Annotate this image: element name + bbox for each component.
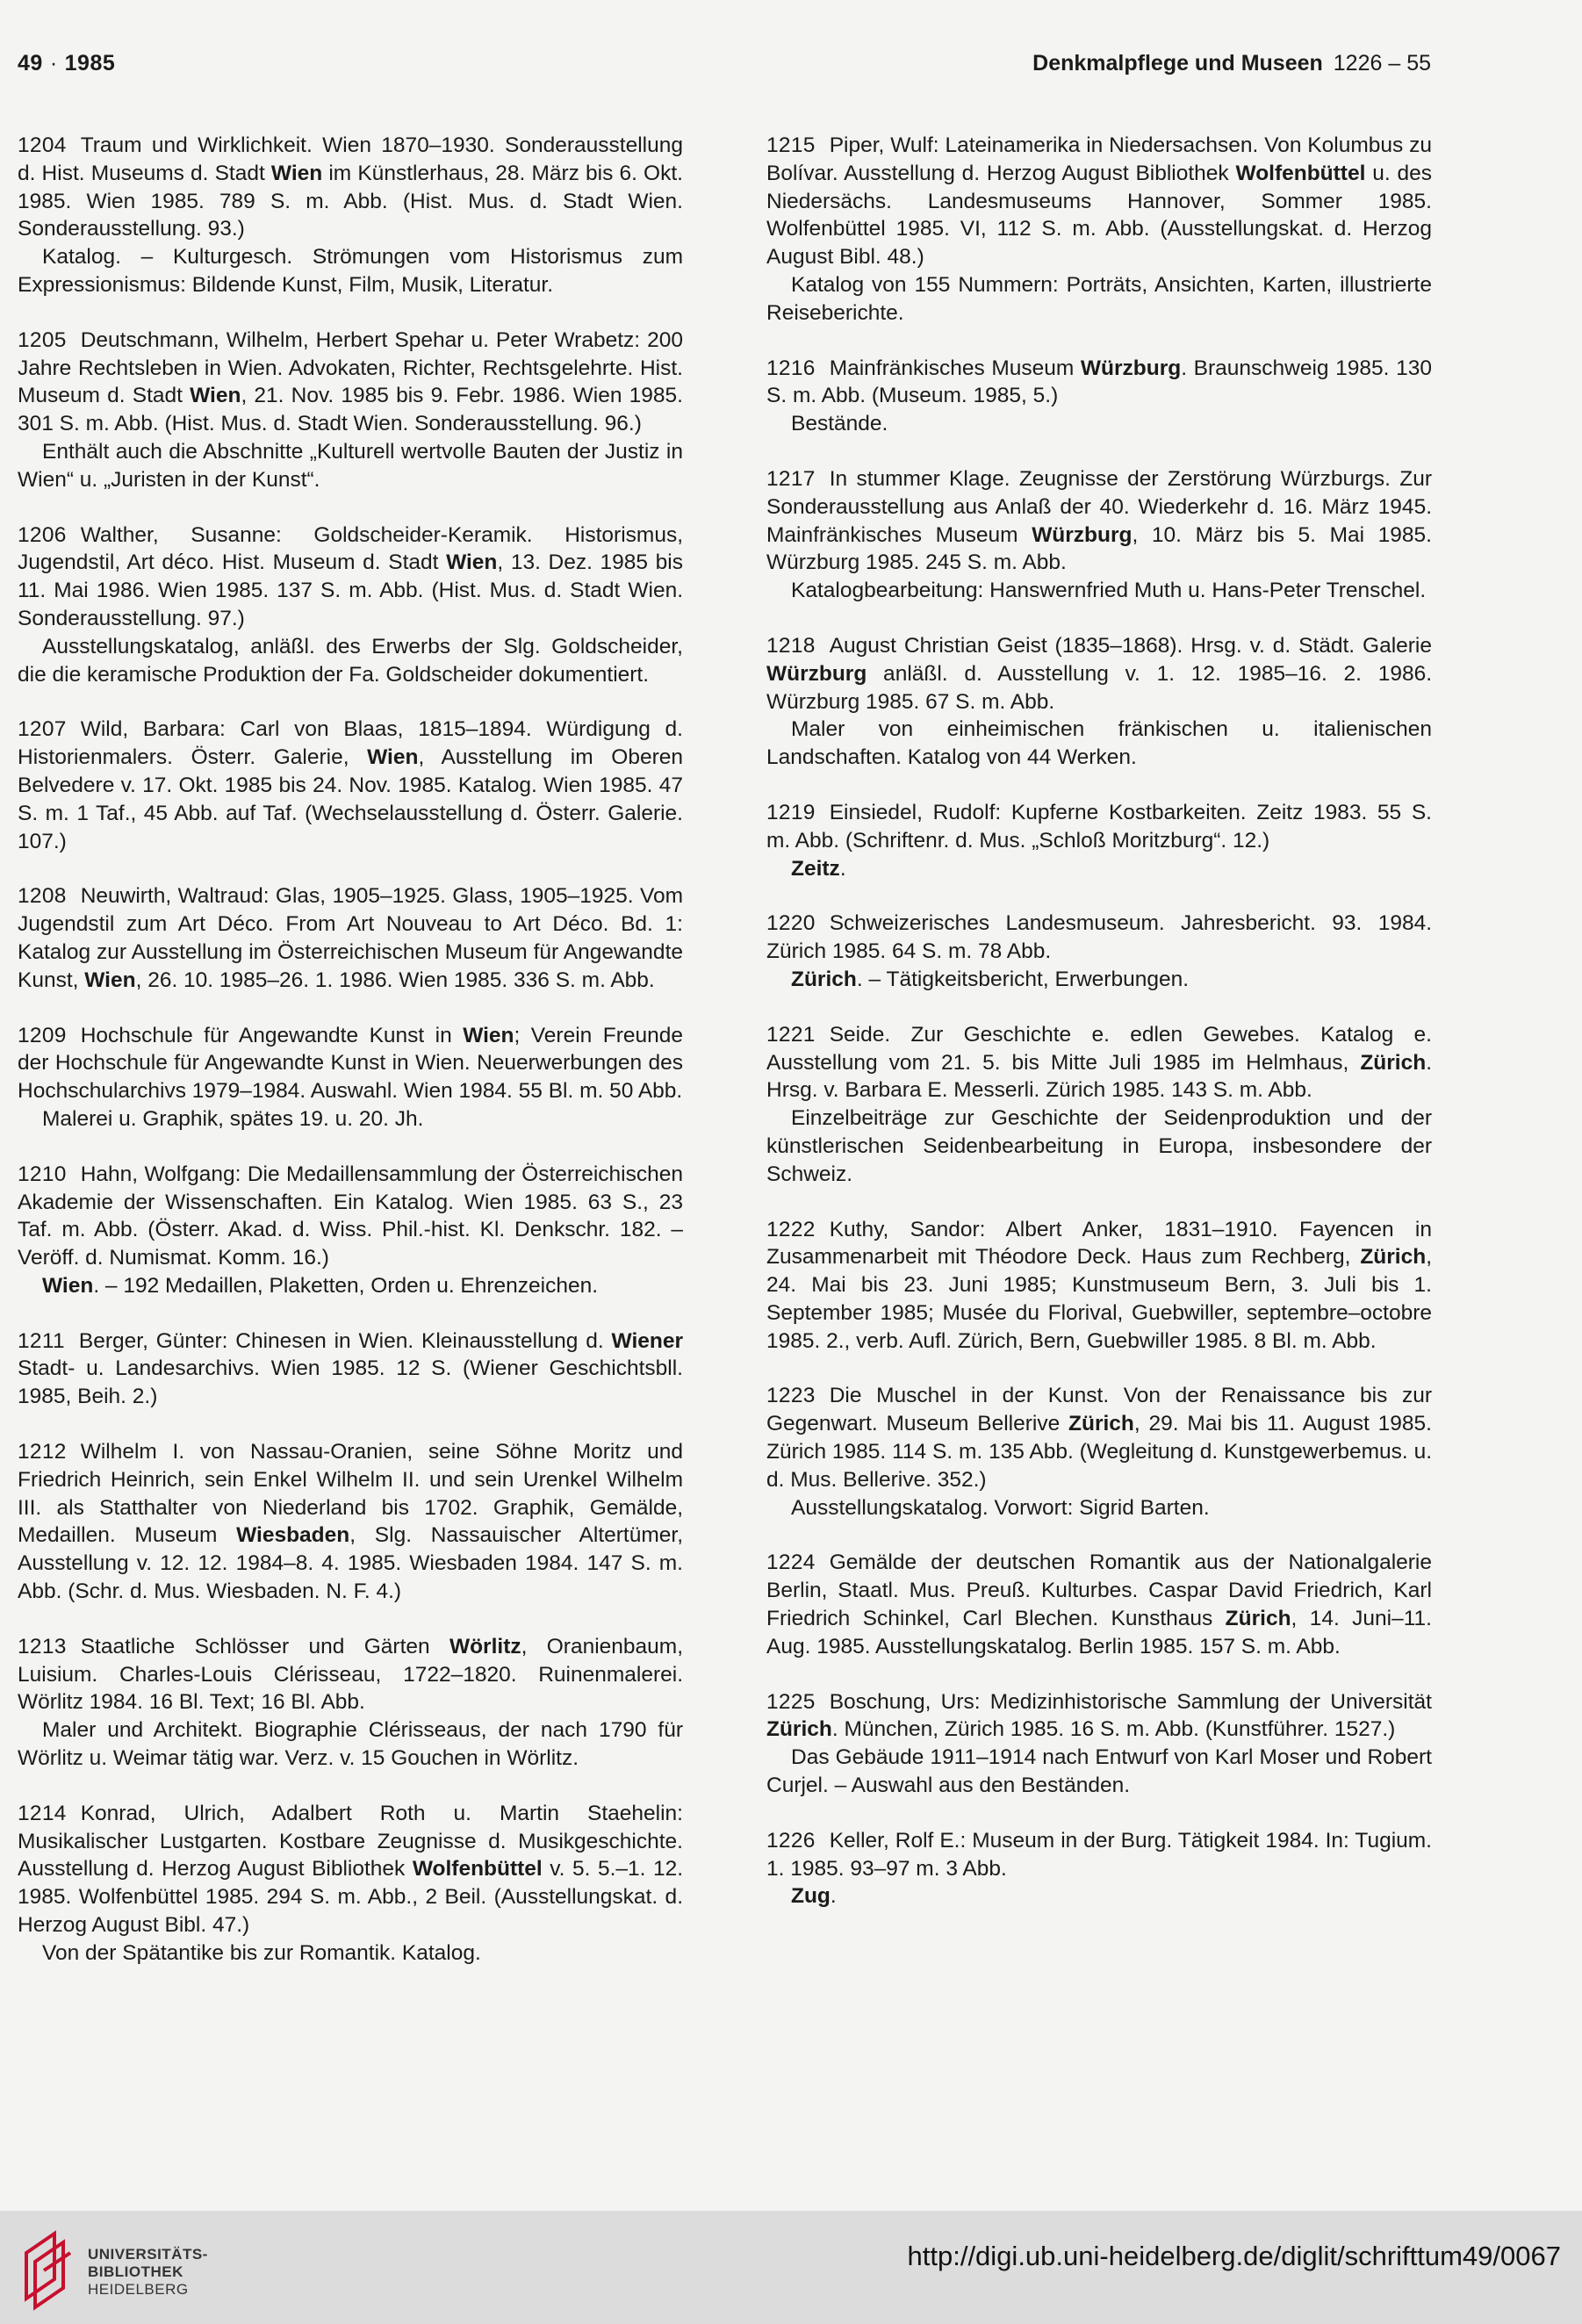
entry-number: 1209 — [18, 1023, 67, 1047]
place-keyword: Wiener — [611, 1328, 683, 1353]
header-right — [1032, 51, 1431, 76]
entry-citation: 1226 Keller, Rolf E.: Museum in der Burg. Tätigkeit 1984. In: Tugium. 1. 1985. 93–97 m. 3 Abb. — [766, 1828, 1432, 1881]
place-keyword: Wien — [270, 161, 323, 185]
entry-number: 1211 — [18, 1328, 65, 1353]
right-column — [766, 132, 1432, 1938]
entry-citation: 1213 Staatliche Schlösser und Gärten Wörlitz, Oranienbaum, Luisium. Charles-Louis Clérisseau, 1722–1820. Ruinenmalerei. Wörlitz 1984. 16 Bl. Text; 16 Bl. Abb. — [18, 1634, 683, 1715]
entry-number: 1204 — [18, 133, 67, 157]
entry-number: 1207 — [18, 717, 67, 742]
entry-citation: 1212 Wilhelm I. von Nassau-Oranien, seine Söhne Moritz und Friedrich Heinrich, sein Enkel Wilhelm II. und sein Urenkel Wilhelm III. als Statthalter von Niederland bis 1702. Graphik, Gemälde, Medaillen. Museum Wiesbaden, Slg. Nassauischer Altertümer, Ausstellung v. 12. 12. 1984–8. 4. 1985. Wiesbaden 1984. 147 S. m. Abb. (Schr. d. Mus. Wiesbaden. N. F. 4.) — [18, 1440, 684, 1604]
place-keyword: Wien — [42, 1273, 94, 1298]
bibliography-entry — [18, 716, 683, 855]
place-keyword: Zürich — [791, 967, 857, 991]
entry-citation: 1208 Neuwirth, Waltraud: Glas, 1905–1925. Glass, 1905–1925. Vom Jugendstil zum Art Déco. From Art Nouveau to Art Déco. Bd. 1: Katalog zur Ausstellung im Österreichischen Museum für Angewandte Kunst, Wien, 26. 10. 1985–26. 1. 1986. Wien 1985. 336 S. m. Abb. — [18, 884, 683, 992]
entry-citation: 1215 Piper, Wulf: Lateinamerika in Niedersachsen. Von Kolumbus zu Bolívar. Ausstellung d. Herzog August Bibliothek Wolfenbüttel u. des Niedersächs. Landesmuseums Hannover, Sommer 1985. Wolfenbüttel 1985. VI, 112 S. m. Abb. (Ausstellungskat. d. Herzog August Bibl. 48.) — [766, 133, 1432, 270]
place-keyword: Zürich — [1360, 1050, 1427, 1075]
entry-citation: 1218 August Christian Geist (1835–1868). Hrsg. v. d. Städt. Galerie Würzburg anläßl. d. Ausstellung v. 1. 12. 1985–16. 2. 1986. Würzburg 1985. 67 S. m. Abb. — [766, 633, 1432, 714]
year: 1985 — [64, 51, 116, 76]
place-keyword: Würzburg — [1032, 522, 1133, 547]
entry-citation: 1223 Die Muschel in der Kunst. Von der Renaissance bis zur Gegenwart. Museum Bellerive Zürich, 29. Mai bis 11. August 1985. Zürich 1985. 114 S. m. 135 Abb. (Wegleitung d. Kunstgewerbemus. u. d. Mus. Bellerive. 352.) — [766, 1384, 1432, 1492]
entry-annotation: Maler von einheimischen fränkischen u. italienischen Landschaften. Katalog von 44 Werken. — [766, 717, 1432, 770]
entry-citation: 1204 Traum und Wirklichkeit. Wien 1870–1930. Sonderausstellung d. Hist. Museums d. Stadt Wien im Künstlerhaus, 28. März bis 6. Okt. 1985. Wien 1985. 789 S. m. Abb. (Hist. Mus. d. Stadt Wien. Sonderausstellung. 93.) — [18, 133, 683, 241]
entry-annotation: Katalog. – Kulturgesch. Strömungen vom Historismus zum Expressionismus: Bildende Kunst, Film, Musik, Literatur. — [18, 245, 683, 297]
library-name-line3: HEIDELBERG — [88, 2281, 189, 2298]
entry-citation: 1224 Gemälde der deutschen Romantik aus der Nationalgalerie Berlin, Staatl. Mus. Preuß. Kulturbes. Caspar David Friedrich, Karl Friedrich Schinkel, Carl Blechen. Kunsthaus Zürich, 14. Juni–11. Aug. 1985. Ausstellungskatalog. Berlin 1985. 157 S. m. Abb. — [766, 1551, 1432, 1658]
entry-number: 1217 — [766, 466, 816, 491]
entry-citation: 1210 Hahn, Wolfgang: Die Medaillensammlung der Österreichischen Akademie der Wissenschaften. Ein Katalog. Wien 1985. 63 S., 23 Taf. m. Abb. (Österr. Akad. d. Wiss. Phil.-hist. Kl. Denkschr. 182. – Veröff. d. Numismat. Komm. 16.) — [18, 1162, 683, 1270]
place-keyword: Zürich — [1360, 1245, 1427, 1270]
entry-citation: 1216 Mainfränkisches Museum Würzburg. Braunschweig 1985. 130 S. m. Abb. (Museum. 1985, 5.) — [766, 356, 1432, 408]
entry-number: 1210 — [18, 1162, 67, 1186]
entry-number: 1214 — [18, 1801, 67, 1825]
entry-number: 1224 — [766, 1551, 816, 1575]
bibliography-entry — [766, 1688, 1432, 1800]
entry-annotation: Katalogbearbeitung: Hanswernfried Muth u. Hans-Peter Trenschel. — [791, 579, 1427, 603]
entry-annotation: Katalog von 155 Nummern: Porträts, Ansichten, Karten, illustrierte Reiseberichte. — [766, 272, 1432, 325]
entry-number: 1219 — [766, 800, 816, 824]
entry-citation: 1222 Kuthy, Sandor: Albert Anker, 1831–1910. Fayencen in Zusammenarbeit mit Théodore Deck. Haus zum Rechberg, Zürich, 24. Mai bis 23. Juni 1985; Kunstmuseum Bern, 3. Juli bis 1. September 1985; Musée du Florival, Guebwiller, septembre–octobre 1985. 2., verb. Aufl. Zürich, Bern, Guebwiller 1985. 8 Bl. m. Abb. — [766, 1217, 1432, 1353]
bibliography-entry — [766, 632, 1432, 772]
bibliography-entry — [18, 1633, 683, 1773]
entry-number: 1225 — [766, 1689, 816, 1714]
place-keyword: Wörlitz — [449, 1634, 521, 1658]
entry-citation: 1217 In stummer Klage. Zeugnisse der Zerstörung Würzburgs. Zur Sonderausstellung aus Anlaß der 40. Wiederkehr d. 16. März 1945. Mainfränkisches Museum Würzburg, 10. März bis 5. Mai 1985. Würzburg 1985. 245 S. m. Abb. — [766, 466, 1432, 575]
entry-citation: 1209 Hochschule für Angewandte Kunst in Wien; Verein Freunde der Hochschule für Angewandte Kunst in Wien. Neuerwerbungen des Hochschularchivs 1979–1984. Auswahl. Wien 1984. 55 Bl. m. 50 Abb. — [18, 1023, 683, 1104]
place-keyword: Wiesbaden — [236, 1523, 350, 1548]
entry-citation: 1220 Schweizerisches Landesmuseum. Jahresbericht. 93. 1984. Zürich 1985. 64 S. m. 78 Abb. — [766, 911, 1432, 964]
entry-number: 1222 — [766, 1217, 816, 1241]
place-keyword: Wolfenbüttel — [1235, 161, 1366, 185]
entry-number: 1223 — [766, 1384, 816, 1408]
place-keyword: Zug — [791, 1884, 831, 1909]
entry-annotation: Maler und Architekt. Biographie Clérisseaus, der nach 1790 für Wörlitz u. Weimar tätig war. Verz. v. 15 Gouchen in Wörlitz. — [18, 1718, 683, 1771]
section-title: Denkmalpflege und Museen — [1032, 51, 1323, 76]
entry-range: 1226 – 55 — [1333, 51, 1431, 76]
place-keyword: Zürich — [1225, 1607, 1291, 1631]
entry-annotation: Wien. – 192 Medaillen, Plaketten, Orden u. Ehrenzeichen. — [42, 1273, 599, 1298]
place-keyword: Würzburg — [1080, 356, 1182, 380]
entry-annotation: Zeitz. — [791, 856, 846, 881]
bibliography-entry — [766, 1021, 1432, 1189]
entry-citation: 1225 Boschung, Urs: Medizinhistorische Sammlung der Universität Zürich. München, Zürich 1985. 16 S. m. Abb. (Kunstführer. 1527.) — [766, 1689, 1432, 1742]
entry-number: 1206 — [18, 522, 67, 547]
entry-citation: 1206 Walther, Susanne: Goldscheider-Keramik. Historismus, Jugendstil, Art déco. Hist. Museum d. Stadt Wien, 13. Dez. 1985 bis 11. Mai 1986. Wien 1985. 137 S. m. Abb. (Hist. Mus. d. Stadt Wien. Sonderausstellung. 97.) — [18, 522, 684, 630]
entry-annotation: Bestände. — [791, 412, 888, 436]
entry-citation: 1211 Berger, Günter: Chinesen in Wien. Kleinausstellung d. Wiener Stadt- u. Landesarchivs. Wien 1985. 12 S. (Wiener Geschichtsbll. 1985, Beih. 2.) — [18, 1328, 683, 1409]
entry-number: 1221 — [766, 1022, 816, 1047]
bibliography-entry — [18, 327, 683, 494]
entry-annotation: Zürich. – Tätigkeitsbericht, Erwerbungen. — [791, 967, 1190, 991]
entry-citation: 1219 Einsiedel, Rudolf: Kupferne Kostbarkeiten. Zeitz 1983. 55 S. m. Abb. (Schriftenr. d. Mus. „Schloß Moritzburg“. 12.) — [766, 800, 1432, 853]
bibliography-entry — [766, 1382, 1432, 1522]
entry-number: 1205 — [18, 327, 67, 352]
entry-number: 1220 — [766, 911, 816, 936]
bibliography-entry — [18, 1438, 683, 1606]
source-url-link[interactable]: http://digi.ub.uni-heidelberg.de/diglit/schrifttum49/0067 — [907, 2241, 1561, 2271]
library-name — [88, 2246, 208, 2299]
volume-number: 49 — [18, 51, 43, 76]
place-keyword: Wien — [463, 1023, 514, 1047]
bibliography-entry — [766, 799, 1432, 882]
library-logo-icon[interactable] — [19, 2227, 76, 2314]
entry-number: 1213 — [18, 1634, 67, 1658]
entry-number: 1216 — [766, 356, 816, 380]
bibliography-entry — [766, 1549, 1432, 1660]
entry-annotation: Das Gebäude 1911–1914 nach Entwurf von Karl Moser und Robert Curjel. – Auswahl aus den Beständen. — [766, 1745, 1432, 1798]
entry-citation: 1207 Wild, Barbara: Carl von Blaas, 1815–1894. Würdigung d. Historienmalers. Österr. Galerie, Wien, Ausstellung im Oberen Belvedere v. 17. Okt. 1985 bis 24. Nov. 1985. Katalog. Wien 1985. 47 S. m. 1 Taf., 45 Abb. auf Taf. (Wechselausstellung d. Österr. Galerie. 107.) — [18, 717, 683, 853]
place-keyword: Wien — [84, 968, 136, 992]
bibliography-entry — [18, 1022, 683, 1133]
bibliography-entry — [18, 522, 683, 689]
place-keyword: Wien — [367, 745, 419, 770]
entry-number: 1215 — [766, 133, 816, 157]
bibliography-entry — [766, 1827, 1432, 1910]
bibliography-entry — [766, 132, 1432, 327]
place-keyword: Wien — [446, 550, 498, 575]
entry-citation: 1214 Konrad, Ulrich, Adalbert Roth u. Martin Staehelin: Musikalischer Lustgarten. Kostbare Zeugnisse d. Musikgeschichte. Ausstellung d. Herzog August Bibliothek Wolfenbüttel v. 5. 5.–1. 12. 1985. Wolfenbüttel 1985. 294 S. m. Abb., 2 Beil. (Ausstellungskat. d. Herzog August Bibl. 47.) — [18, 1801, 684, 1938]
place-keyword: Zeitz — [791, 856, 840, 881]
bibliography-entry — [766, 465, 1432, 605]
place-keyword: Wien — [190, 384, 241, 408]
entry-annotation: Ausstellungskatalog, anläßl. des Erwerbs der Slg. Goldscheider, die die keramische Produktion der Fa. Goldscheider dokumentiert. — [18, 634, 683, 687]
bibliography-entry — [766, 910, 1432, 993]
entry-annotation: Malerei u. Graphik, spätes 19. u. 20. Jh. — [42, 1106, 424, 1131]
entry-number: 1208 — [18, 884, 67, 909]
footer-bar — [0, 2211, 1582, 2324]
entry-citation: 1221 Seide. Zur Geschichte e. edlen Gewebes. Katalog e. Ausstellung vom 21. 5. bis Mitte Juli 1985 im Helmhaus, Zürich. Hrsg. v. Barbara E. Messerli. Zürich 1985. 143 S. m. Abb. — [766, 1022, 1432, 1103]
bibliography-entry — [18, 1327, 683, 1411]
bibliography-entry — [18, 132, 683, 299]
place-keyword: Zürich — [1068, 1412, 1134, 1436]
place-keyword: Würzburg — [766, 661, 867, 686]
entry-number: 1212 — [18, 1440, 67, 1464]
left-column — [18, 132, 683, 1995]
bibliography-entry — [18, 882, 683, 994]
bibliography-entry — [18, 1161, 683, 1300]
header-left — [18, 51, 115, 76]
entry-annotation: Von der Spätantike bis zur Romantik. Katalog. — [42, 1940, 481, 1965]
bibliography-entry — [18, 1800, 683, 1968]
entry-number: 1218 — [766, 633, 816, 658]
bibliography-entry — [766, 355, 1432, 438]
bibliography-entry — [766, 1216, 1432, 1356]
library-name-line2: BIBLIOTHEK — [88, 2263, 183, 2280]
entry-annotation: Einzelbeiträge zur Geschichte der Seidenproduktion und der künstlerischen Seidenbearbeitung in Europa, insbesondere der Schweiz. — [766, 1106, 1432, 1186]
page-header — [0, 51, 1582, 86]
place-keyword: Zürich — [766, 1717, 832, 1742]
entry-annotation: Zug. — [791, 1884, 837, 1909]
library-name-line1: UNIVERSITÄTS- — [88, 2246, 208, 2263]
place-keyword: Wolfenbüttel — [412, 1857, 543, 1882]
entry-number: 1226 — [766, 1828, 816, 1853]
header-separator: · — [49, 51, 58, 76]
entry-citation: 1205 Deutschmann, Wilhelm, Herbert Spehar u. Peter Wrabetz: 200 Jahre Rechtsleben in Wien. Advokaten, Richter, Rechtsgelehrte. Hist. Museum d. Stadt Wien, 21. Nov. 1985 bis 9. Febr. 1986. Wien 1985. 301 S. m. Abb. (Hist. Mus. d. Stadt Wien. Sonderausstellung. 96.) — [18, 327, 683, 436]
entry-annotation: Ausstellungskatalog. Vorwort: Sigrid Barten. — [791, 1495, 1210, 1520]
entry-annotation: Enthält auch die Abschnitte „Kulturell wertvolle Bauten der Justiz in Wien“ u. „Juristen in der Kunst“. — [18, 439, 683, 492]
